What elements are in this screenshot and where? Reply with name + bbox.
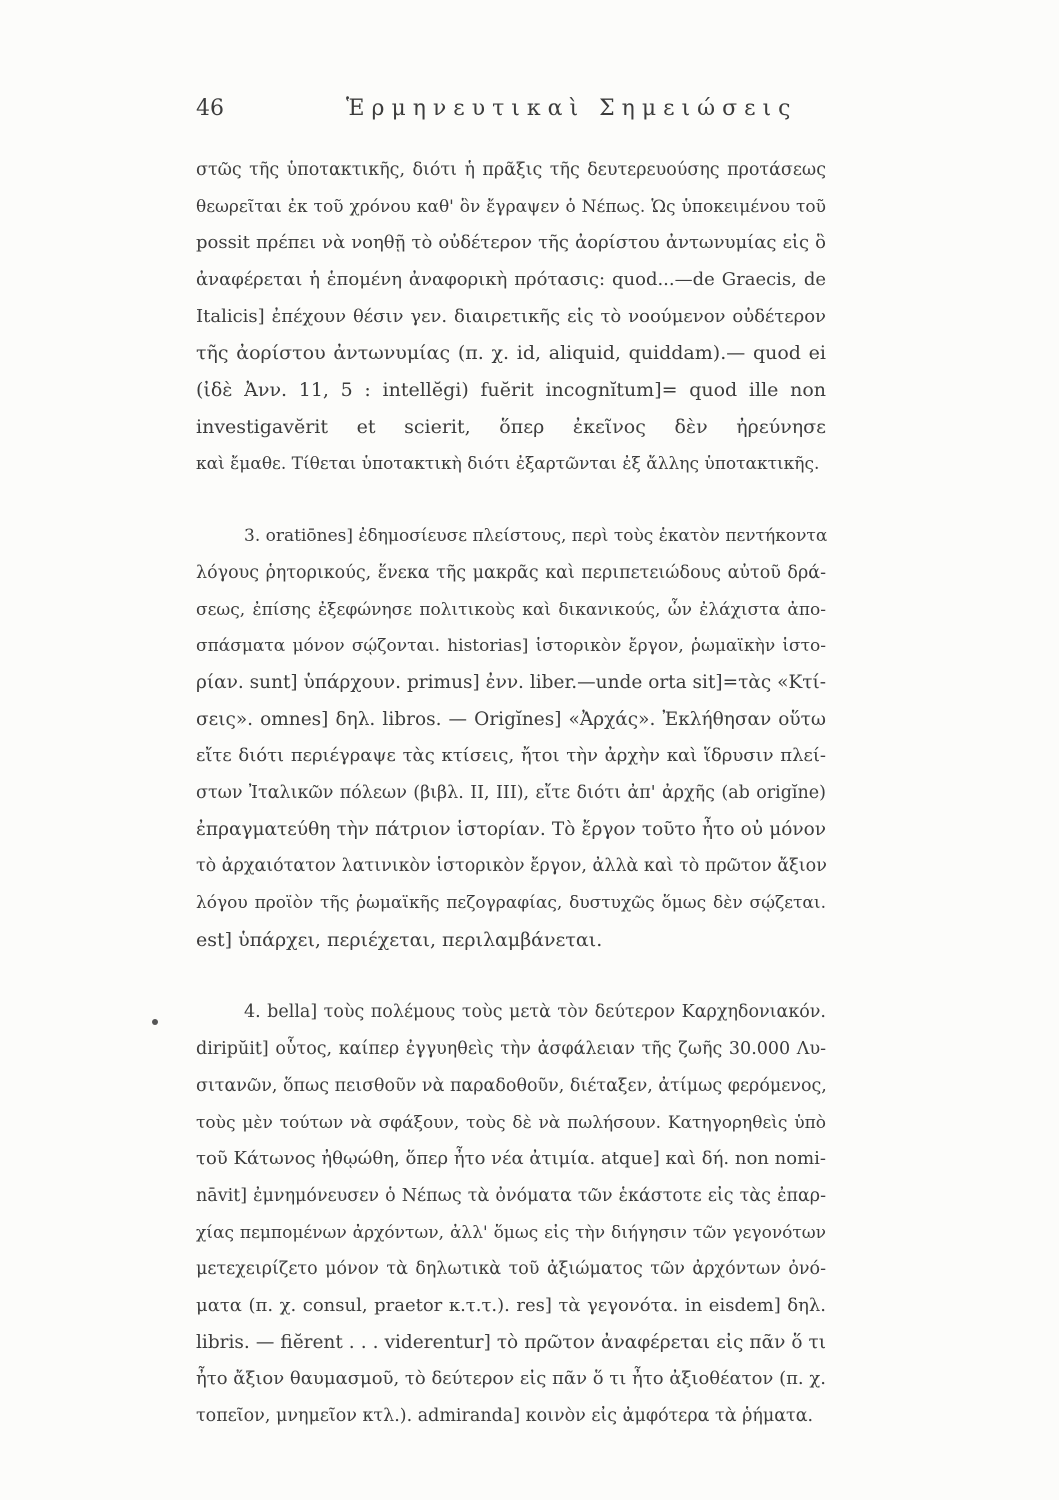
text-line: μετεχειρίζετο μόνον τὰ δηλωτικὰ τοῦ ἀξιώματος τῶν ἀρχόντων ὀνό-: [196, 1259, 826, 1280]
text-line: σεις». omnes] δηλ. libros. — Origĭnes] «Ἀρχάς». Ἐκλήθησαν οὕτω: [196, 708, 826, 730]
text-line: ἀναφέρεται ἡ ἑπομένη ἀναφορικὴ πρότασις: quod...—de Graecis, de: [196, 269, 826, 291]
running-head: Ἑρμηνευτικαὶ Σημειώσεις: [346, 96, 798, 121]
text-line: τοῦ Κάτωνος ἠθῳώθη, ὅπερ ἦτο νέα ἀτιμία. atque] καὶ δή. non nomi-: [196, 1148, 826, 1170]
page-header: [196, 96, 826, 130]
text-line: diripŭit] οὗτος, καίπερ ἐγγυηθεὶς τὴν ἀσφάλειαν τῆς ζωῆς 30.000 Λυ-: [196, 1039, 826, 1060]
text-line: σιτανῶν, ὅπως πεισθοῦν νὰ παραδοθοῦν, διέταξεν, ἀτίμως φερόμενος,: [196, 1075, 827, 1096]
text-line: libris. — fiĕrent . . . viderentur] τὸ πρῶτον ἀναφέρεται εἰς πᾶν ὅ τι: [196, 1331, 826, 1353]
text-line: λόγους ῥητορικούς, ἕνεκα τῆς μακρᾶς καὶ περιπετειώδους αὐτοῦ δρά-: [196, 562, 826, 583]
paragraph-1: [196, 152, 826, 482]
paragraph-gap: [196, 482, 826, 518]
text-line: χίας πεμπομένων ἀρχόντων, ἀλλ' ὅμως εἰς τὴν διήγησιν τῶν γεγονότων: [196, 1222, 826, 1243]
text-line: στῶς τῆς ὑποτακτικῆς, διότι ἡ πρᾶξις τῆς δευτερευούσης προτάσεως: [196, 160, 826, 180]
text-line: τοπεῖον, μνημεῖον κτλ.). admiranda] κοινὸν εἰς ἀμφότερα τὰ ῥήματα.: [196, 1406, 814, 1426]
text-line: nāvit] ἐμνημόνευσεν ὁ Νέπως τὰ ὀνόματα τῶν ἑκάστοτε εἰς τὰς ἐπαρ-: [196, 1185, 826, 1206]
text-line: τὸ ἀρχαιότατον λατινικὸν ἱστορικὸν ἔργον, ἀλλὰ καὶ τὸ πρῶτον ἄξιον: [196, 856, 827, 877]
paragraph-3: [196, 994, 826, 1434]
text-line: 3. oratiōnes] ἐδημοσίευσε πλείστους, περὶ τοὺς ἑκατὸν πεντήκοντα: [244, 526, 828, 547]
text-line: σπάσματα μόνον σῴζονται. historias] ἱστορικὸν ἔργον, ῥωμαϊκὴν ἱστο-: [196, 636, 826, 657]
text-line: est] ὑπάρχει, περιέχεται, περιλαμβάνεται.: [196, 928, 603, 951]
page-body: [196, 152, 826, 1435]
text-line: στων Ἰταλικῶν πόλεων (βιβλ. II, III), εἴτε διότι ἀπ' ἀρχῆς (ab origĭne): [196, 783, 826, 803]
text-line: λόγου προϊὸν τῆς ῥωμαϊκῆς πεζογραφίας, δυστυχῶς ὅμως δὲν σῴζεται.: [196, 893, 826, 914]
text-line: 4. bella] τοὺς πολέμους τοὺς μετὰ τὸν δεύτερον Καρχηδονιακόν.: [244, 1002, 826, 1023]
text-line: θεωρεῖται ἐκ τοῦ χρόνου καθ' ὃν ἔγραψεν ὁ Νέπως. Ὡς ὑποκειμένου τοῦ: [196, 196, 826, 217]
page-number: 46: [196, 96, 224, 121]
text-line: possit πρέπει νὰ νοηθῇ τὸ οὐδέτερον τῆς ἀορίστου ἀντωνυμίας εἰς ὃ: [196, 232, 826, 254]
text-line: εἴτε διότι περιέγραψε τὰς κτίσεις, ἤτοι τὴν ἀρχὴν καὶ ἵδρυσιν πλεί-: [196, 745, 826, 767]
text-line: ρίαν. sunt] ὑπάρχουν. primus] ἐνν. liber.—unde orta sit]=τὰς «Κτί-: [196, 671, 826, 693]
text-line: investigavĕrit et scierit, ὅπερ ἐκεῖνος δὲν ἠρεύνησε: [196, 415, 826, 438]
paragraph-2: [196, 518, 826, 958]
paragraph-gap: [196, 958, 826, 994]
text-line: (ἰδὲ Ἀνν. 11, 5 : intellĕgi) fuĕrit incognĭtum]= quod ille non: [196, 379, 826, 402]
margin-mark: [152, 1019, 158, 1025]
text-line: τῆς ἀορίστου ἀντωνυμίας (π. χ. id, aliquid, quiddam).— quod ei: [196, 342, 826, 365]
text-line: τοὺς μὲν τούτων νὰ σφάξουν, τοὺς δὲ νὰ πωλήσουν. Κατηγορηθεὶς ὑπὸ: [196, 1112, 826, 1133]
text-line: ἐπραγματεύθη τὴν πάτριον ἱστορίαν. Τὸ ἔργον τοῦτο ἦτο οὐ μόνον: [196, 818, 826, 840]
text-line: ἦτο ἄξιον θαυμασμοῦ, τὸ δεύτερον εἰς πᾶν ὅ τι ἦτο ἀξιοθέατον (π. χ.: [196, 1368, 827, 1390]
text-line: σεως, ἐπίσης ἐξεφώνησε πολιτικοὺς καὶ δικανικούς, ὧν ἐλάχιστα ἀπο-: [196, 599, 826, 620]
text-line: ματα (π. χ. consul, praetor κ.τ.τ.). res] τὰ γεγονότα. in eisdem] δηλ.: [196, 1294, 826, 1316]
text-line: καὶ ἔμαθε. Τίθεται ὑποτακτικὴ διότι ἐξαρτῶνται ἐξ ἄλλης ὑποτακτικῆς.: [196, 453, 820, 474]
text-line: Italicis] ἐπέχουν θέσιν γεν. διαιρετικῆς εἰς τὸ νοούμενον οὐδέτερον: [196, 305, 826, 327]
